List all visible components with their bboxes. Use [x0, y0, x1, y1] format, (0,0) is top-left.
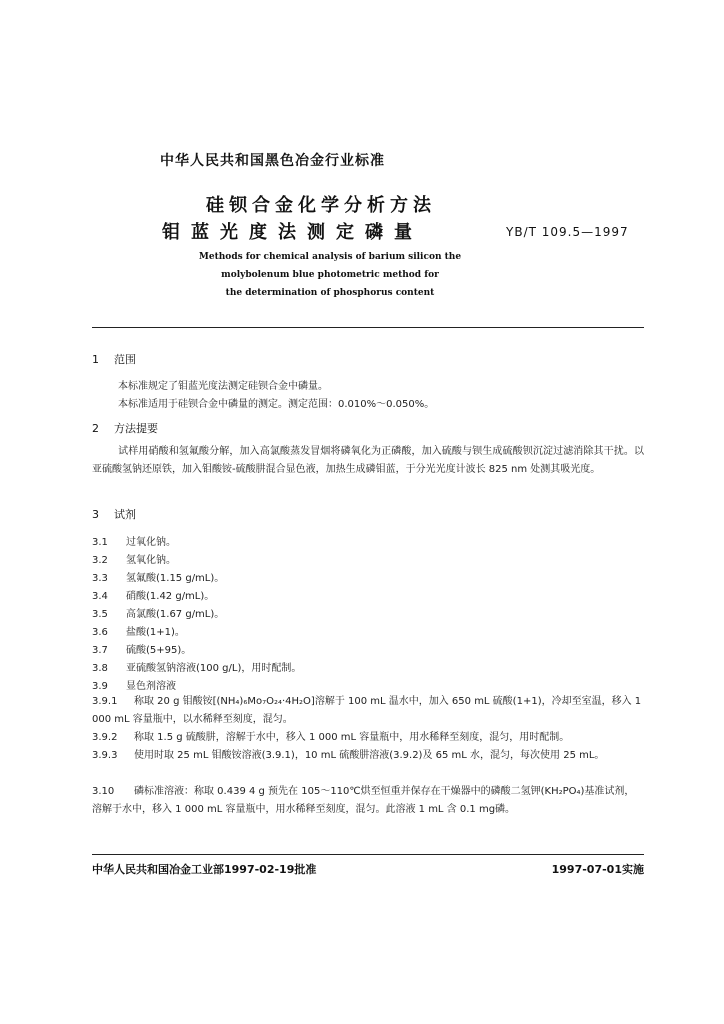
- section-number: 1: [92, 353, 99, 366]
- reagent-sub-item: 3.10 磷标准溶液：称取 0.439 4 g 预先在 105～110℃烘至恒重并保存在干燥器中的磷酸二氢钾(KH₂PO₄)基准试剂，溶解于水中，移入 1 000 mL 容量瓶中，用水稀释至刻度，混匀。此溶液 1 mL 含 0.1 mg磷。: [92, 786, 635, 815]
- approval-statement: 中华人民共和国冶金工业部1997-02-19批准: [92, 863, 317, 876]
- english-title-line-1: Methods for chemical analysis of barium silicon the: [198, 252, 462, 262]
- standard-code: YB/T 109.5—1997: [506, 225, 629, 239]
- issuing-organization: 中华人民共和国黑色冶金行业标准: [160, 153, 385, 169]
- section-number: 2: [92, 422, 99, 435]
- scope-paragraph-2: 本标准适用于硅钡合金中磷量的测定。测定范围：0.010%～0.050%。: [118, 399, 435, 410]
- english-title-line-3: the determination of phosphorus content: [225, 288, 435, 298]
- reagent-item: 3.9 显色剂溶液: [92, 681, 176, 692]
- section-title: 范围: [114, 353, 136, 366]
- english-title-line-2: molybolenum blue photometric method for: [221, 270, 439, 280]
- footer-divider: [92, 854, 644, 855]
- reagent-sub-item: 3.9.2 称取 1.5 g 硫酸肼，溶解于水中，移入 1 000 mL 容量瓶中，用水稀释至刻度，混匀，用时配制。: [92, 732, 570, 743]
- reagent-item: 3.4 硝酸(1.42 g/mL)。: [92, 591, 215, 602]
- method-paragraph: 试样用硝酸和氢氟酸分解，加入高氯酸蒸发冒烟将磷氧化为正磷酸，加入硫酸与钡生成硫酸钡沉淀过滤消除其干扰。以亚硫酸氢钠还原铁，加入钼酸铵-硫酸肼混合显色液，加热生成磷钼蓝，于分光光度计波长 825 nm 处测其吸光度。: [92, 446, 644, 475]
- section-heading-reagents: [92, 506, 136, 522]
- document-title-line-2: 钼蓝光度法测定磷量: [162, 222, 423, 243]
- reagent-item: 3.8 亚硫酸氢钠溶液(100 g/L)，用时配制。: [92, 663, 302, 674]
- reagent-item: 3.5 高氯酸(1.67 g/mL)。: [92, 609, 225, 620]
- reagent-item: 3.7 硫酸(5+95)。: [92, 645, 192, 656]
- reagent-sub-item: 3.9.3 使用时取 25 mL 钼酸铵溶液(3.9.1)，10 mL 硫酸肼溶液(3.9.2)及 65 mL 水，混匀，每次使用 25 mL。: [92, 750, 605, 761]
- section-title: 试剂: [114, 508, 136, 521]
- reagent-sub-item: 3.9.1 称取 20 g 钼酸铵[(NH₄)₆Mo₇O₂₄·4H₂O]溶解于 100 mL 温水中，加入 650 mL 硫酸(1+1)，冷却至室温，移入 1 000 mL 容量瓶中，以水稀释至刻度，混匀。: [92, 696, 642, 725]
- document-title-line-1: 硅钡合金化学分析方法: [206, 195, 436, 216]
- header-divider: [92, 327, 644, 328]
- reagent-item: 3.2 氢氧化钠。: [92, 555, 176, 566]
- section-heading-scope: [92, 351, 136, 367]
- reagent-item: 3.1 过氧化钠。: [92, 537, 176, 548]
- section-number: 3: [92, 508, 99, 521]
- implementation-date: 1997-07-01实施: [551, 863, 644, 876]
- section-title: 方法提要: [114, 422, 158, 435]
- reagent-item: 3.6 盐酸(1+1)。: [92, 627, 185, 638]
- reagent-item: 3.3 氢氟酸(1.15 g/mL)。: [92, 573, 225, 584]
- scope-paragraph-1: 本标准规定了钼蓝光度法测定硅钡合金中磷量。: [118, 381, 328, 392]
- section-heading-method: [92, 420, 158, 436]
